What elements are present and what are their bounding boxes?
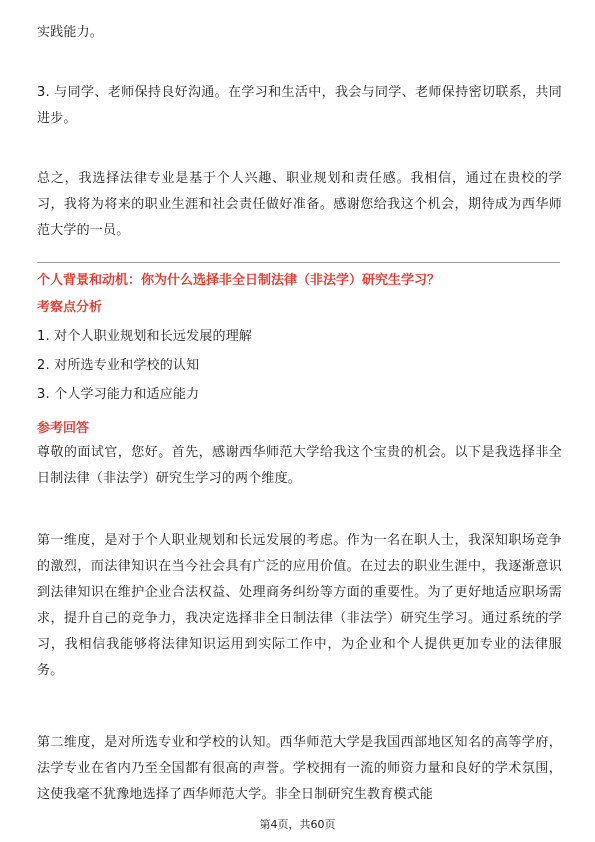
answer-intro-paragraph: 尊敬的面试官，您好。首先，感谢西华师范大学给我这个宝贵的机会。以下是我选择非全日制法律（非法学）研究生学习的两个维度。 bbox=[37, 445, 562, 486]
answer-heading: 参考回答 bbox=[37, 421, 90, 436]
dimension-1-paragraph: 第一维度，是对于个人职业规划和长远发展的考虑。作为一名在职人士，我深知职场竞争的激烈，而法律知识在当今社会具有广泛的应用价值。在过去的职业生涯中，我逐渐意识到法律知识在维护企业合法权益、处理商务纠纷等方面的重要性。为了更好地适应职场需求，提升自己的竞争力，我决定选择非全日制法律（非法学）研究生学习。通过系统的学习，我相信我能够将法律知识运用到实际工作中，为企业和个人提供更加专业的法律服务。 bbox=[37, 533, 562, 678]
analysis-item-3: 3. 个人学习能力和适应能力 bbox=[37, 387, 200, 402]
analysis-heading: 考察点分析 bbox=[37, 300, 103, 315]
point-3-paragraph: 3. 与同学、老师保持良好沟通。在学习和生活中，我会与同学、老师保持密切联系，共同进步。 bbox=[37, 85, 562, 126]
analysis-item-2: 2. 对所选专业和学校的认知 bbox=[37, 358, 200, 373]
conclusion-paragraph: 总之，我选择法律专业是基于个人兴趣、职业规划和责任感。我相信，通过在贵校的学习，我将为将来的职业生涯和社会责任做好准备。感谢您给我这个机会，期待成为西华师范大学的一员。 bbox=[37, 171, 562, 238]
analysis-item-1: 1. 对个人职业规划和长远发展的理解 bbox=[37, 329, 253, 344]
page-number-footer: 第4页，共60页 bbox=[259, 818, 336, 831]
dimension-2-paragraph: 第二维度，是对所选专业和学校的认知。西华师范大学是我国西部地区知名的高等学府，法学专业在省内乃至全国都有很高的声誉。学校拥有一流的师资力量和良好的学术氛围，这使我毫不犹豫地选择了西华师范大学。非全日制研究生教育模式能 bbox=[37, 735, 562, 802]
question-heading: 个人背景和动机：你为什么选择非全日制法律（非法学）研究生学习？ bbox=[37, 273, 441, 288]
section-divider bbox=[37, 262, 560, 263]
top-paragraph: 实践能力。 bbox=[37, 25, 104, 40]
